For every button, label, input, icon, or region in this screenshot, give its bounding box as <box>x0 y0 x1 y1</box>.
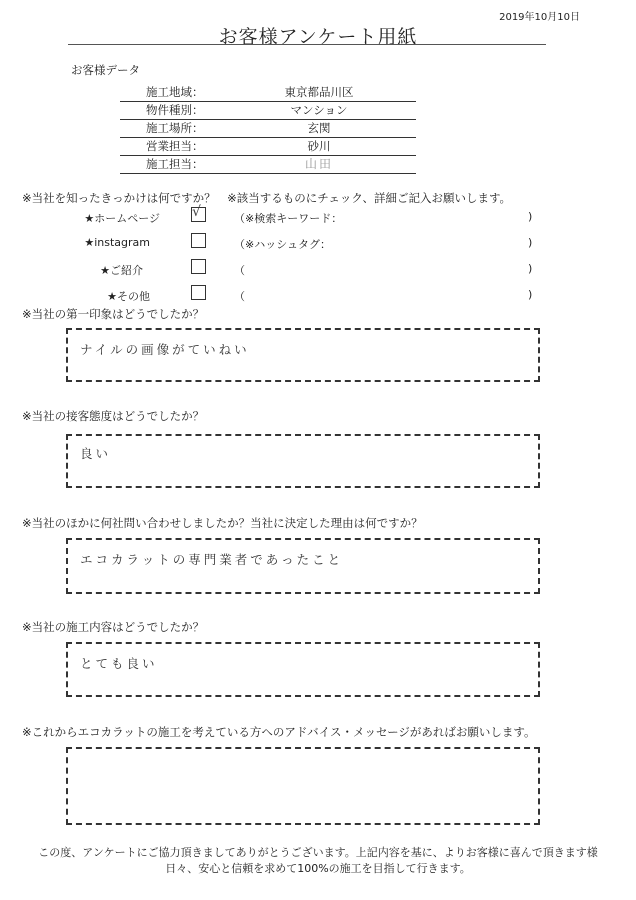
closing-message-line2: 日々、安心と信頼を求めて100%の施工を目指して行きます。 <box>165 862 471 875</box>
option-detail: （※検索キーワード： <box>234 212 343 225</box>
customer-data-table <box>120 84 416 174</box>
option-label: ★instagram <box>84 236 150 249</box>
survey-date: 2019年10月10日 <box>499 12 580 23</box>
answer-box-customer-service[interactable] <box>66 434 540 488</box>
customer-row-area <box>120 84 416 102</box>
option-checkbox[interactable] <box>191 285 206 300</box>
customer-data-label: お客様データ <box>71 63 140 77</box>
handwritten-answer: 良い <box>80 446 112 461</box>
customer-row-sales-rep <box>120 138 416 156</box>
title-underline <box>68 44 546 45</box>
row-label: 営業担当： <box>146 139 204 153</box>
option-detail-close: ) <box>528 288 533 301</box>
closing-message-line1: この度、アンケートにご協力頂きましてありがとうございます。上記内容を基に、よりお客様に喜んで頂きます様 <box>38 846 598 859</box>
row-label: 施工地域： <box>146 85 204 99</box>
row-value: 東京都品川区 <box>284 85 354 99</box>
question-competitors-reason: ※当社のほかに何社問い合わせしましたか？当社に決定した理由は何ですか？ <box>22 516 423 530</box>
row-value: マンション <box>290 103 348 117</box>
question-customer-service: ※当社の接客態度はどうでしたか？ <box>22 409 205 423</box>
answer-box-competitors-reason[interactable] <box>66 538 540 594</box>
question-source: ※当社を知ったきっかけは何ですか？ ※該当するものにチェック、詳細ご記入お願いします。 <box>22 191 512 205</box>
row-label: 施工場所： <box>146 121 204 135</box>
question-first-impression: ※当社の第一印象はどうでしたか？ <box>22 307 205 321</box>
row-value: 山田 <box>304 157 333 171</box>
option-label: ★ホームページ <box>84 212 160 225</box>
row-label: 施工担当： <box>146 157 204 171</box>
answer-box-work-quality[interactable] <box>66 642 540 697</box>
source-option-homepage <box>0 204 636 227</box>
check-mark-icon: √ <box>192 204 201 220</box>
answer-box-advice[interactable] <box>66 747 540 825</box>
option-checkbox[interactable] <box>191 233 206 248</box>
row-value: 砂川 <box>307 139 331 153</box>
option-detail-close: ) <box>528 210 533 223</box>
customer-row-location <box>120 120 416 138</box>
option-checkbox[interactable] <box>191 259 206 274</box>
option-detail: （ <box>234 264 245 277</box>
source-option-instagram <box>0 233 636 253</box>
option-detail: （※ハッシュタグ： <box>234 238 331 251</box>
source-option-referral <box>0 259 636 279</box>
handwritten-answer: エコカラットの専門業者であったこと <box>80 552 344 567</box>
row-label: 物件種別： <box>146 103 204 117</box>
customer-row-property-type <box>120 102 416 120</box>
handwritten-answer: ナイルの画像がていねい <box>80 342 250 357</box>
question-advice: ※これからエコカラットの施工を考えている方へのアドバイス・メッセージがあればお願いします。 <box>22 725 536 739</box>
customer-row-installer <box>120 156 416 174</box>
question-work-quality: ※当社の施工内容はどうでしたか？ <box>22 620 205 634</box>
option-label: ★その他 <box>107 290 150 303</box>
option-detail-close: ) <box>528 262 533 275</box>
option-detail: （ <box>234 290 245 303</box>
handwritten-answer: とても良い <box>80 656 158 671</box>
page-title: お客様アンケート用紙 <box>218 26 418 48</box>
option-checkbox[interactable] <box>191 204 206 222</box>
option-label: ★ご紹介 <box>100 264 143 277</box>
option-detail-close: ) <box>528 236 533 249</box>
answer-box-first-impression[interactable] <box>66 328 540 382</box>
source-option-other <box>0 285 636 305</box>
row-value: 玄関 <box>307 121 331 135</box>
